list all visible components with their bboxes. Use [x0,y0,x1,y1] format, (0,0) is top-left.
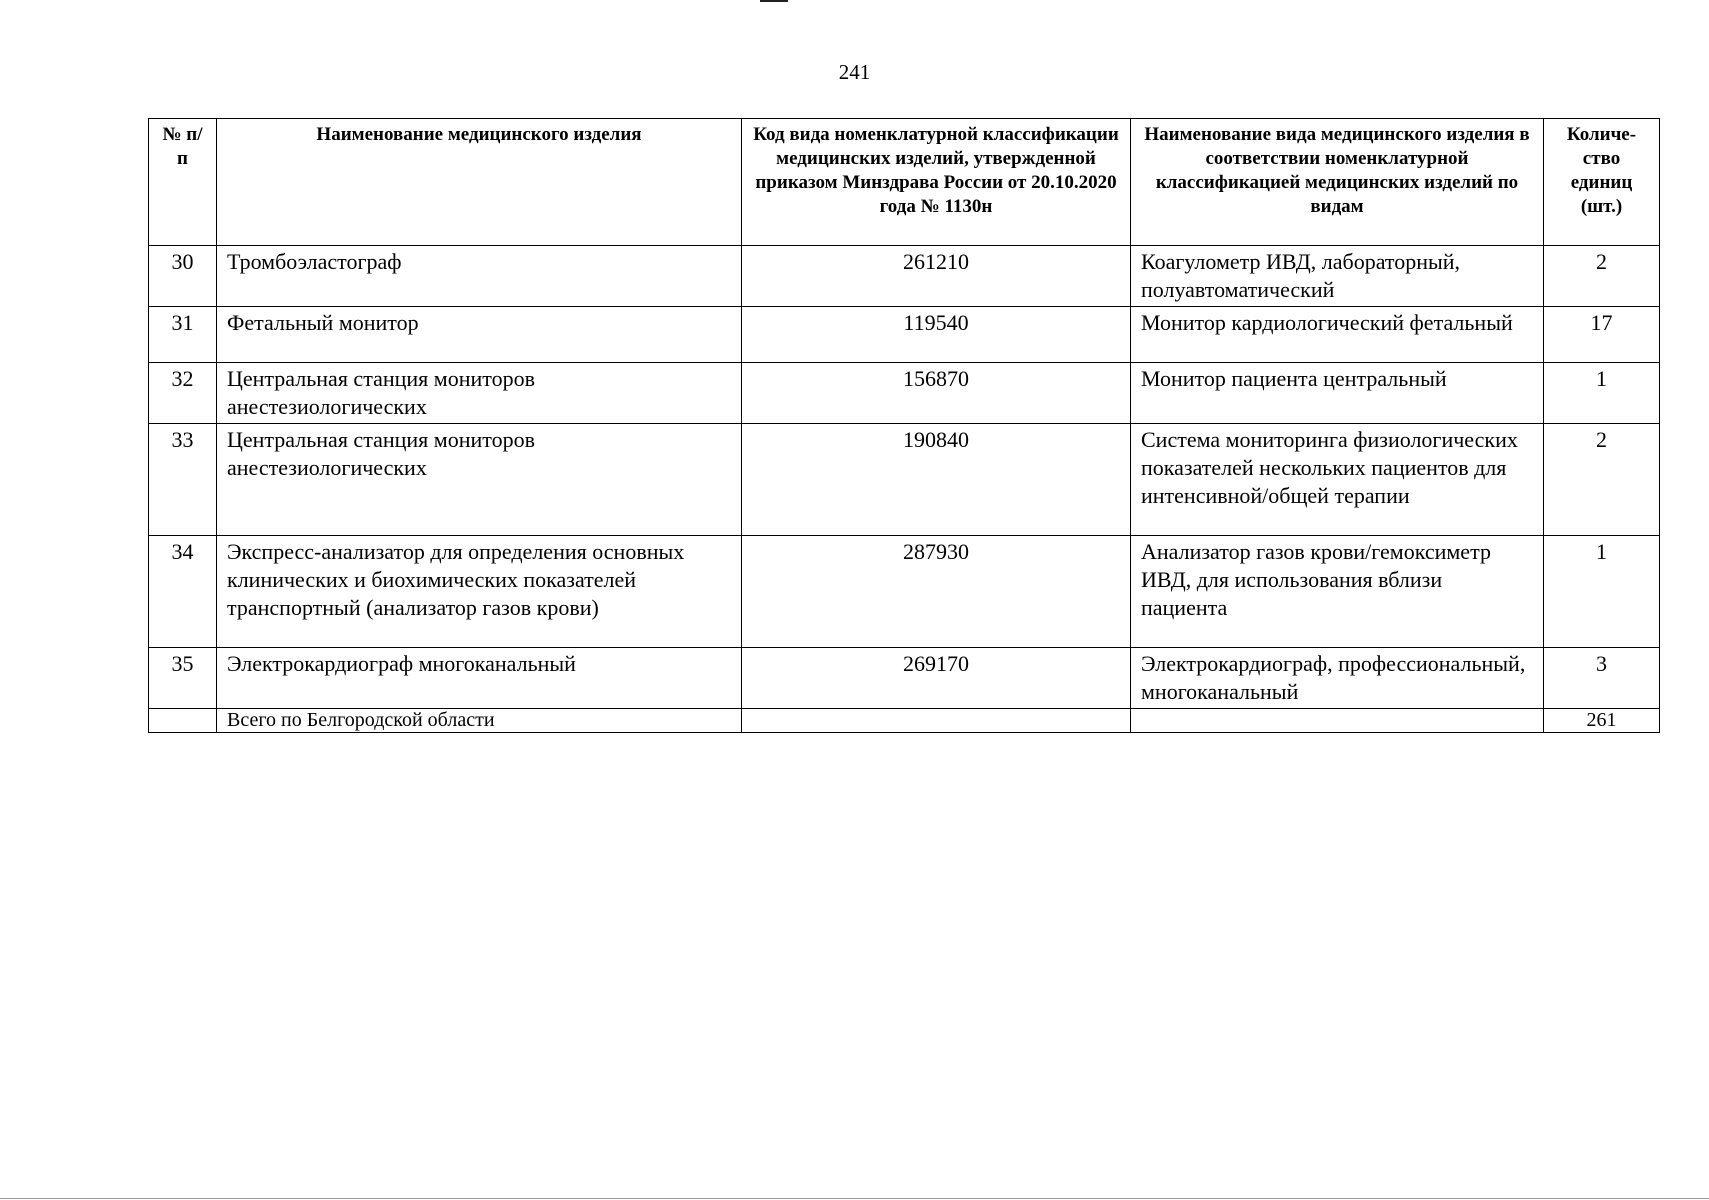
quantity: 2 [1544,424,1660,536]
total-empty-num [149,709,217,733]
scan-mark-top [760,0,788,2]
classification-code: 190840 [742,424,1131,536]
row-number: 35 [149,648,217,709]
table-header-row [149,119,1660,246]
classification-code: 269170 [742,648,1131,709]
header-kind: Наименование вида медицинского изделия в соответствии номенклатурной классификацией медицинских изделий по видам [1131,119,1544,246]
row-number: 30 [149,246,217,307]
table-row [149,246,1660,307]
total-row [149,709,1660,733]
row-number: 31 [149,307,217,363]
quantity: 1 [1544,536,1660,648]
device-kind: Система мониторинга физиологических показателей нескольких пациентов для интенсивной/общей терапии [1131,424,1544,536]
header-num: № п/п [149,119,217,246]
total-empty-code [742,709,1131,733]
quantity: 1 [1544,363,1660,424]
quantity: 3 [1544,648,1660,709]
classification-code: 287930 [742,536,1131,648]
device-kind: Монитор кардиологический фетальный [1131,307,1544,363]
classification-code: 261210 [742,246,1131,307]
device-name: Фетальный монитор [217,307,742,363]
header-qty: Количе-ство единиц (шт.) [1544,119,1660,246]
header-code: Код вида номенклатурной классификации медицинских изделий, утвержденной приказом Минздрава России от 20.10.2020 года № 1130н [742,119,1131,246]
table-row [149,363,1660,424]
classification-code: 156870 [742,363,1131,424]
total-label: Всего по Белгородской области [217,709,742,733]
device-name: Электрокардиограф многоканальный [217,648,742,709]
medical-devices-table [148,118,1660,733]
device-name: Тромбоэластограф [217,246,742,307]
page-number: 241 [838,60,871,84]
classification-code: 119540 [742,307,1131,363]
quantity: 2 [1544,246,1660,307]
scan-mark-bottom [0,1198,1709,1199]
total-quantity: 261 [1544,709,1660,733]
row-number: 33 [149,424,217,536]
quantity: 17 [1544,307,1660,363]
table-row [149,424,1660,536]
table-row [149,536,1660,648]
row-number: 34 [149,536,217,648]
device-kind: Электрокардиограф, профессиональный, многоканальный [1131,648,1544,709]
device-kind: Коагулометр ИВД, лабораторный, полуавтоматический [1131,246,1544,307]
table-row [149,648,1660,709]
device-name: Центральная станция мониторов анестезиологических [217,363,742,424]
device-name: Центральная станция мониторов анестезиологических [217,424,742,536]
device-kind: Монитор пациента центральный [1131,363,1544,424]
device-kind: Анализатор газов крови/гемоксиметр ИВД, для использования вблизи пациента [1131,536,1544,648]
table-row [149,307,1660,363]
row-number: 32 [149,363,217,424]
total-empty-kind [1131,709,1544,733]
header-name: Наименование медицинского изделия [217,119,742,246]
device-name: Экспресс-анализатор для определения основных клинических и биохимических показателей транспортный (анализатор газов крови) [217,536,742,648]
